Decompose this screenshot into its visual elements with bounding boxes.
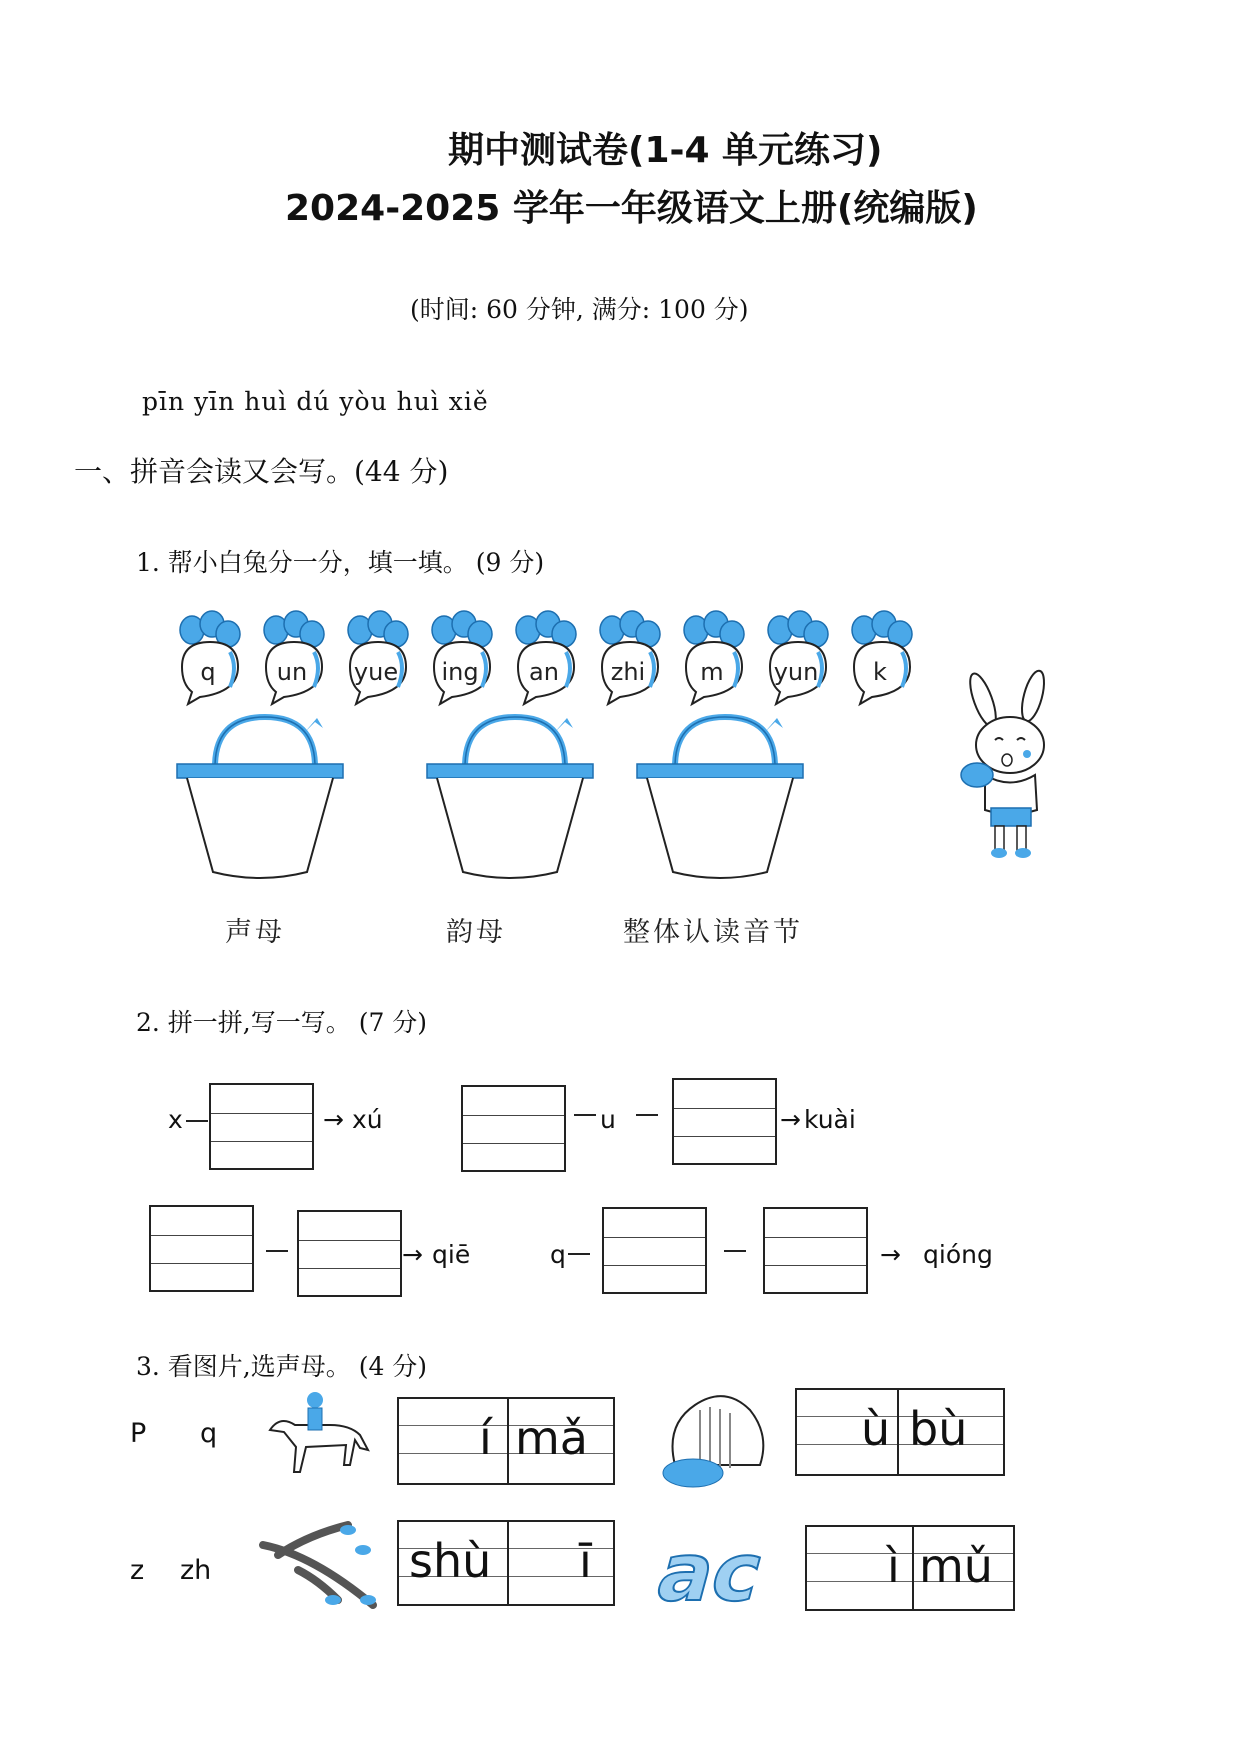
choice-p: P — [130, 1418, 147, 1449]
arrow-icon: → — [323, 1105, 344, 1134]
section-pinyin: pīn yīn huì dú yòu huì xiě — [142, 387, 489, 416]
radish-label: yue — [353, 658, 399, 686]
connector-line — [636, 1114, 658, 1116]
q3-answer-box[interactable] — [805, 1525, 1015, 1611]
basket-label-finals: 韵母 — [446, 917, 506, 948]
basket-icon — [635, 712, 815, 887]
q3-syllable: ī — [579, 1534, 592, 1588]
q3-title: 3. 看图片,选声母。 (4 分) — [136, 1352, 428, 1381]
radish-icon — [590, 612, 670, 712]
radish-label: yun — [773, 658, 819, 686]
title-line-1: 期中测试卷(1-4 单元练习) — [448, 130, 883, 171]
waterfall-icon — [655, 1385, 775, 1490]
q1-title: 1. 帮小白兔分一分，填一填。 (9 分) — [136, 548, 545, 577]
basket-label-whole-syllables: 整体认读音节 — [623, 917, 803, 948]
choice-zh: zh — [180, 1555, 212, 1586]
choice-z: z — [130, 1555, 145, 1586]
svg-text:ac: ac — [647, 1526, 774, 1620]
pinyin-writing-box[interactable] — [763, 1207, 868, 1294]
radish-icon — [254, 612, 334, 712]
letters-icon — [647, 1520, 787, 1620]
connector-line — [574, 1114, 596, 1116]
pinyin-writing-box[interactable] — [602, 1207, 707, 1294]
q3-answer-box[interactable] — [397, 1397, 615, 1485]
arrow-icon: → — [880, 1240, 901, 1269]
q3-syllable: shù — [409, 1534, 492, 1588]
radish-label: k — [873, 658, 887, 686]
pinyin-writing-box[interactable] — [672, 1078, 777, 1165]
q3-syllable: í — [479, 1411, 492, 1465]
q2-result-qie: qiē — [432, 1240, 471, 1269]
pinyin-writing-box[interactable] — [149, 1205, 254, 1292]
q2-initial-x: x — [168, 1105, 183, 1134]
radish-label: q — [200, 658, 216, 686]
arrow-icon: → — [780, 1105, 801, 1134]
q3-syllable: ù — [861, 1402, 891, 1456]
q2-medial-u: u — [600, 1105, 616, 1134]
basket-icon — [425, 712, 605, 887]
choice-q: q — [200, 1418, 218, 1449]
q2-result-kuai: kuài — [804, 1105, 856, 1134]
basket-label-initials: 声母 — [225, 917, 285, 948]
rabbit-icon — [955, 670, 1065, 870]
radish-label: ing — [441, 658, 479, 686]
q2-initial-q: q — [550, 1240, 566, 1269]
q3-syllable: ì — [887, 1539, 900, 1593]
radish-icon — [506, 612, 586, 712]
q2-title: 2. 拼一拼,写一写。 (7 分) — [136, 1008, 428, 1037]
tree-branch-icon — [258, 1515, 383, 1610]
basket-icon — [175, 712, 355, 887]
q3-syllable: mǎ — [515, 1411, 588, 1465]
radish-icon — [758, 612, 838, 712]
pinyin-writing-box[interactable] — [297, 1210, 402, 1297]
connector-line — [266, 1250, 288, 1252]
pinyin-writing-box[interactable] — [461, 1085, 566, 1172]
radish-label: m — [700, 658, 724, 686]
connector-line — [186, 1120, 208, 1122]
radish-label: zhi — [610, 658, 646, 686]
q3-syllable: bù — [909, 1402, 968, 1456]
q3-answer-box[interactable] — [795, 1388, 1005, 1476]
arrow-icon: → — [402, 1240, 423, 1269]
radish-icon — [674, 612, 754, 712]
connector-line — [568, 1253, 590, 1255]
radish-label: un — [276, 658, 308, 686]
radish-icon — [170, 612, 250, 712]
horse-rider-icon — [260, 1390, 375, 1485]
q3-answer-box[interactable] — [397, 1520, 615, 1606]
title-line-2: 2024-2025 学年一年级语文上册(统编版) — [285, 188, 978, 229]
radish-label: an — [529, 658, 559, 686]
radish-icon — [338, 612, 418, 712]
radish-icon — [842, 612, 922, 712]
radish-icon — [422, 612, 502, 712]
q2-result-xu: xú — [352, 1105, 383, 1134]
exam-info: (时间: 60 分钟, 满分: 100 分) — [410, 295, 749, 324]
connector-line — [724, 1250, 746, 1252]
q3-syllable: mǔ — [919, 1539, 993, 1593]
pinyin-writing-box[interactable] — [209, 1083, 314, 1170]
section-heading: 一、拼音会读又会写。(44 分) — [74, 455, 449, 488]
q2-result-qiong: qióng — [923, 1240, 993, 1269]
